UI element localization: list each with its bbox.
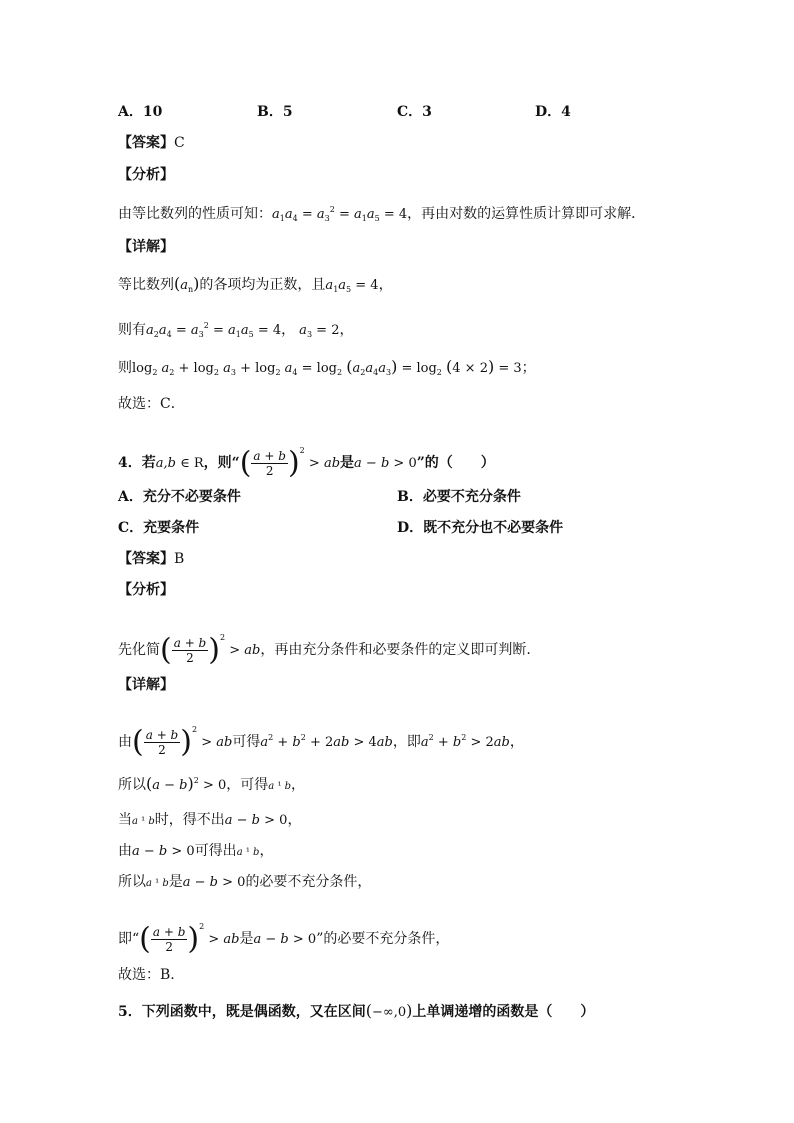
q3-detail-line-1: 等比数列$(a_n)$的各项均为正数，且$a_1a_5 = 4$，: [118, 274, 393, 294]
answer-value: C: [174, 135, 185, 151]
q3-detail-line-2: 则有$a_2a_4 = a_3^2 = a_1a_5 = 4$， $a_3 = 2$，: [118, 321, 354, 339]
answer-value: B: [174, 551, 185, 567]
equation: a − b > 0: [253, 932, 317, 947]
equation: ( $\frac{a + b}{2}$ )$^2$ > ab: [139, 921, 240, 957]
q4-option-d: D．既不充分也不必要条件: [397, 520, 564, 536]
answer-label: 【答案】: [118, 551, 174, 567]
equation: $a_1a_4 = a_3^2 = a_1a_5 = 4$: [272, 205, 408, 223]
equation: $a_3 = 2$: [299, 323, 340, 339]
q3-detail-label: 【详解】: [118, 239, 174, 255]
q4-option-c: C．充要条件: [118, 520, 200, 536]
q4-option-a: A．充分不必要条件: [118, 489, 241, 505]
q4-detail-line-5: 所以a ¹ b是a − b > 0的必要不充分条件，: [118, 874, 372, 890]
q4-detail-line-3: 当a ¹ b时，得不出a − b > 0，: [118, 812, 302, 828]
q3-analysis-label: 【分析】: [118, 167, 174, 183]
q3-answer: [118, 134, 185, 152]
equation: a ¹ b: [146, 878, 169, 889]
equation: $\log_2 a_2 + \log_2 a_3 + \log_2 a_4 = \log_2 (a_2a_4a_3) = \log_2 (4 \times 2) = 3$: [132, 357, 522, 377]
q4-detail-line-2: 所以$(a - b)^2 > 0$，可得a ¹ b，: [118, 774, 306, 793]
q3-analysis-text: 由等比数列的性质可知：$a_1a_4 = a_3^2 = a_1a_5 = 4$，再由对数的运算性质计算即可求解．: [118, 205, 646, 223]
q3-conclusion: 故选：C．: [118, 396, 185, 412]
equation: a − b > 0: [224, 813, 288, 828]
q4-stem: 4．若a,b ∈ R，则“( $\frac{a + b}{2}$ )$^2$ > ab是a − b > 0”的（ ）: [118, 445, 495, 481]
equation: $a^2 + b^2 > 2ab$: [420, 733, 510, 750]
q4-conclusion: 故选：B.: [118, 967, 175, 983]
q4-option-b: B．必要不充分条件: [397, 489, 521, 505]
q3-option-c: C．3: [397, 104, 432, 120]
equation: $a_1a_5 = 4$: [325, 278, 379, 294]
equation: a − b > 0: [132, 844, 195, 859]
q4-detail-line-1: 由( $\frac{a + b}{2}$ )$^2$ > ab可得$a^2 + b^2 + 2ab > 4ab$，即$a^2 + b^2 > 2ab$，: [118, 724, 524, 760]
equation: $a_2a_4 = a_3^2 = a_1a_5 = 4$: [146, 321, 282, 339]
q4-detail-label: 【详解】: [118, 677, 174, 693]
equation: a ¹ b: [268, 781, 292, 792]
q4-answer: [118, 550, 184, 568]
equation: a,b ∈ R: [155, 456, 204, 471]
answer-label: 【答案】: [118, 135, 174, 151]
equation: a − b > 0: [182, 875, 246, 890]
equation: $a^2 + b^2 + 2ab > 4ab$: [260, 733, 393, 750]
q4-analysis-label: 【分析】: [118, 582, 174, 598]
equation: ( $\frac{a + b}{2}$ )$^2$ > ab: [239, 445, 341, 481]
q3-detail-line-3: 则$\log_2 a_2 + \log_2 a_3 + \log_2 a_4 = \log_2 (a_2a_4a_3) = \log_2 (4 \times 2) = 3$；: [118, 357, 536, 377]
q3-option-b: B．5: [257, 104, 293, 120]
equation: a − b > 0: [354, 456, 417, 471]
equation: a ¹ b: [236, 847, 260, 858]
q3-option-d: D．4: [535, 104, 571, 120]
equation: ( $\frac{a + b}{2}$ )$^2$ > ab: [132, 724, 233, 760]
q5-stem: 5．下列函数中，既是偶函数，又在区间(−∞,0)上单调递增的函数是（ ）: [118, 1001, 595, 1020]
equation: $(a_n)$: [174, 274, 200, 294]
q4-analysis-text: 先化简( $\frac{a + b}{2}$ )$^2$ > ab，再由充分条件和必要条件的定义即可判断.: [118, 632, 531, 668]
equation: a ¹ b: [132, 816, 155, 827]
q4-detail-line-4: 由a − b > 0可得出a ¹ b，: [118, 843, 274, 859]
equation: ( $\frac{a + b}{2}$ )$^2$ > ab: [160, 632, 261, 668]
q3-option-a: A．10: [118, 104, 163, 120]
q4-detail-line-6: 即“( $\frac{a + b}{2}$ )$^2$ > ab是a − b > 0”的必要不充分条件，: [118, 921, 450, 957]
equation: (−∞,0): [365, 1001, 413, 1020]
equation: $(a - b)^2 > 0$: [146, 774, 227, 793]
